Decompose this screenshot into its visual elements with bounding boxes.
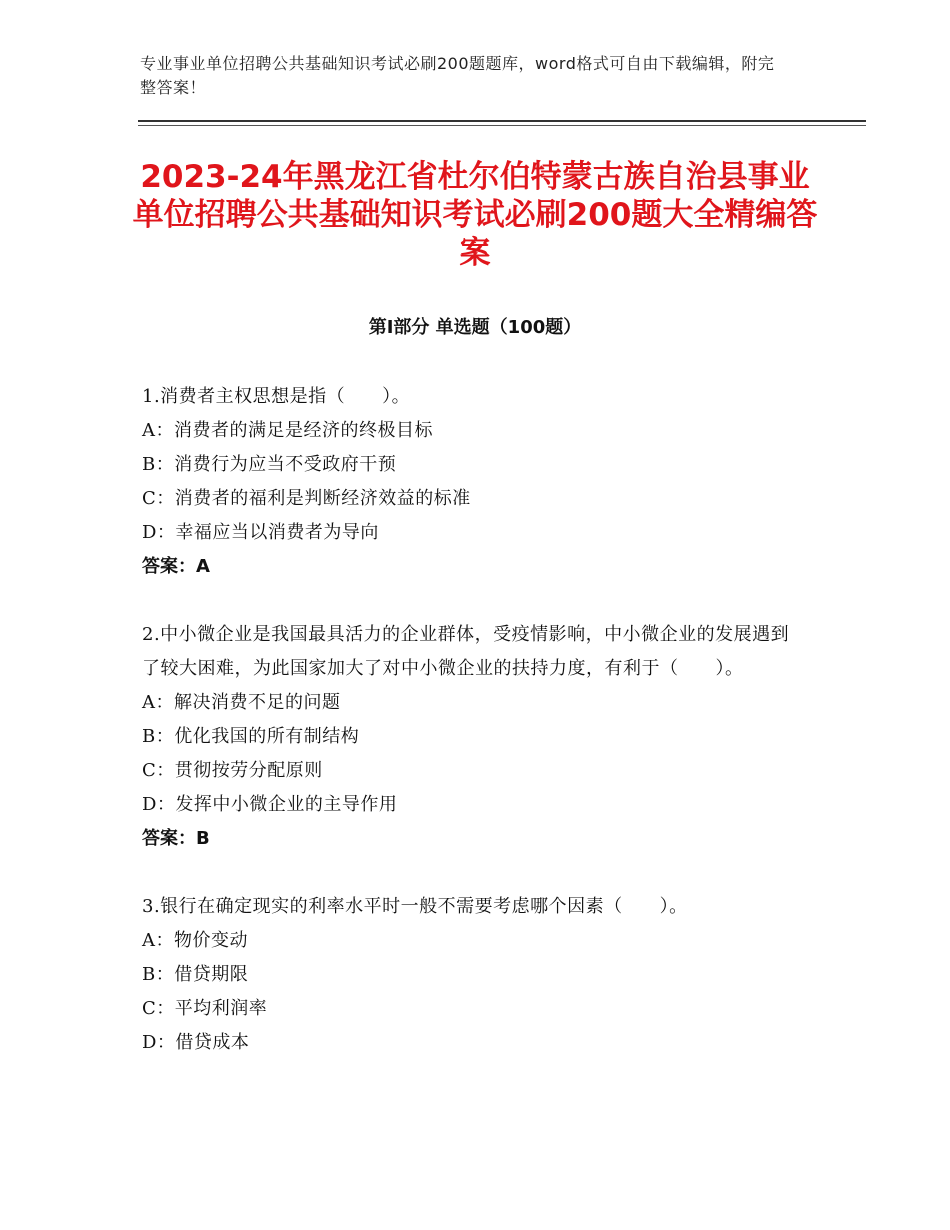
option-a: A：物价变动: [142, 930, 248, 951]
option-c: C：贯彻按劳分配原则: [142, 760, 323, 781]
header-note: 专业事业单位招聘公共基础知识考试必刷200题题库，word格式可自由下载编辑，附完整答案！: [140, 54, 775, 97]
option-a: A：消费者的满足是经济的终极目标: [142, 420, 433, 441]
option-d: D：发挥中小微企业的主导作用: [142, 794, 398, 815]
question-stem: 3.银行在确定现实的利率水平时一般不需要考虑哪个因素（ ）。: [142, 896, 688, 917]
option-b: B：消费行为应当不受政府干预: [142, 454, 397, 475]
question-stem: 1.消费者主权思想是指（ ）。: [142, 386, 411, 407]
header-rule-thin: [138, 125, 866, 126]
question-2: [142, 618, 802, 856]
question-stem: 2.中小微企业是我国最具活力的企业群体，受疫情影响，中小微企业的发展遇到了较大困难，为此国家加大了对中小微企业的扶持力度，有利于（ ）。: [142, 624, 790, 679]
option-c: C：消费者的福利是判断经济效益的标准: [142, 488, 471, 509]
option-b: B：借贷期限: [142, 964, 249, 985]
question-list: [142, 380, 802, 1094]
header-rule-thick: [138, 120, 866, 122]
option-d: D：幸福应当以消费者为导向: [142, 522, 379, 543]
option-a: A：解决消费不足的问题: [142, 692, 341, 713]
answer-line: 答案：A: [142, 556, 210, 577]
question-1: [142, 380, 802, 584]
option-d: D：借贷成本: [142, 1032, 250, 1053]
section-title: 第Ⅰ部分 单选题（100题）: [368, 317, 582, 338]
document-title: 2023-24年黑龙江省杜尔伯特蒙古族自治县事业单位招聘公共基础知识考试必刷200题大全精编答案: [132, 159, 818, 271]
option-b: B：优化我国的所有制结构: [142, 726, 360, 747]
option-c: C：平均利润率: [142, 998, 268, 1019]
question-3: [142, 890, 802, 1060]
answer-line: 答案：B: [142, 828, 210, 849]
